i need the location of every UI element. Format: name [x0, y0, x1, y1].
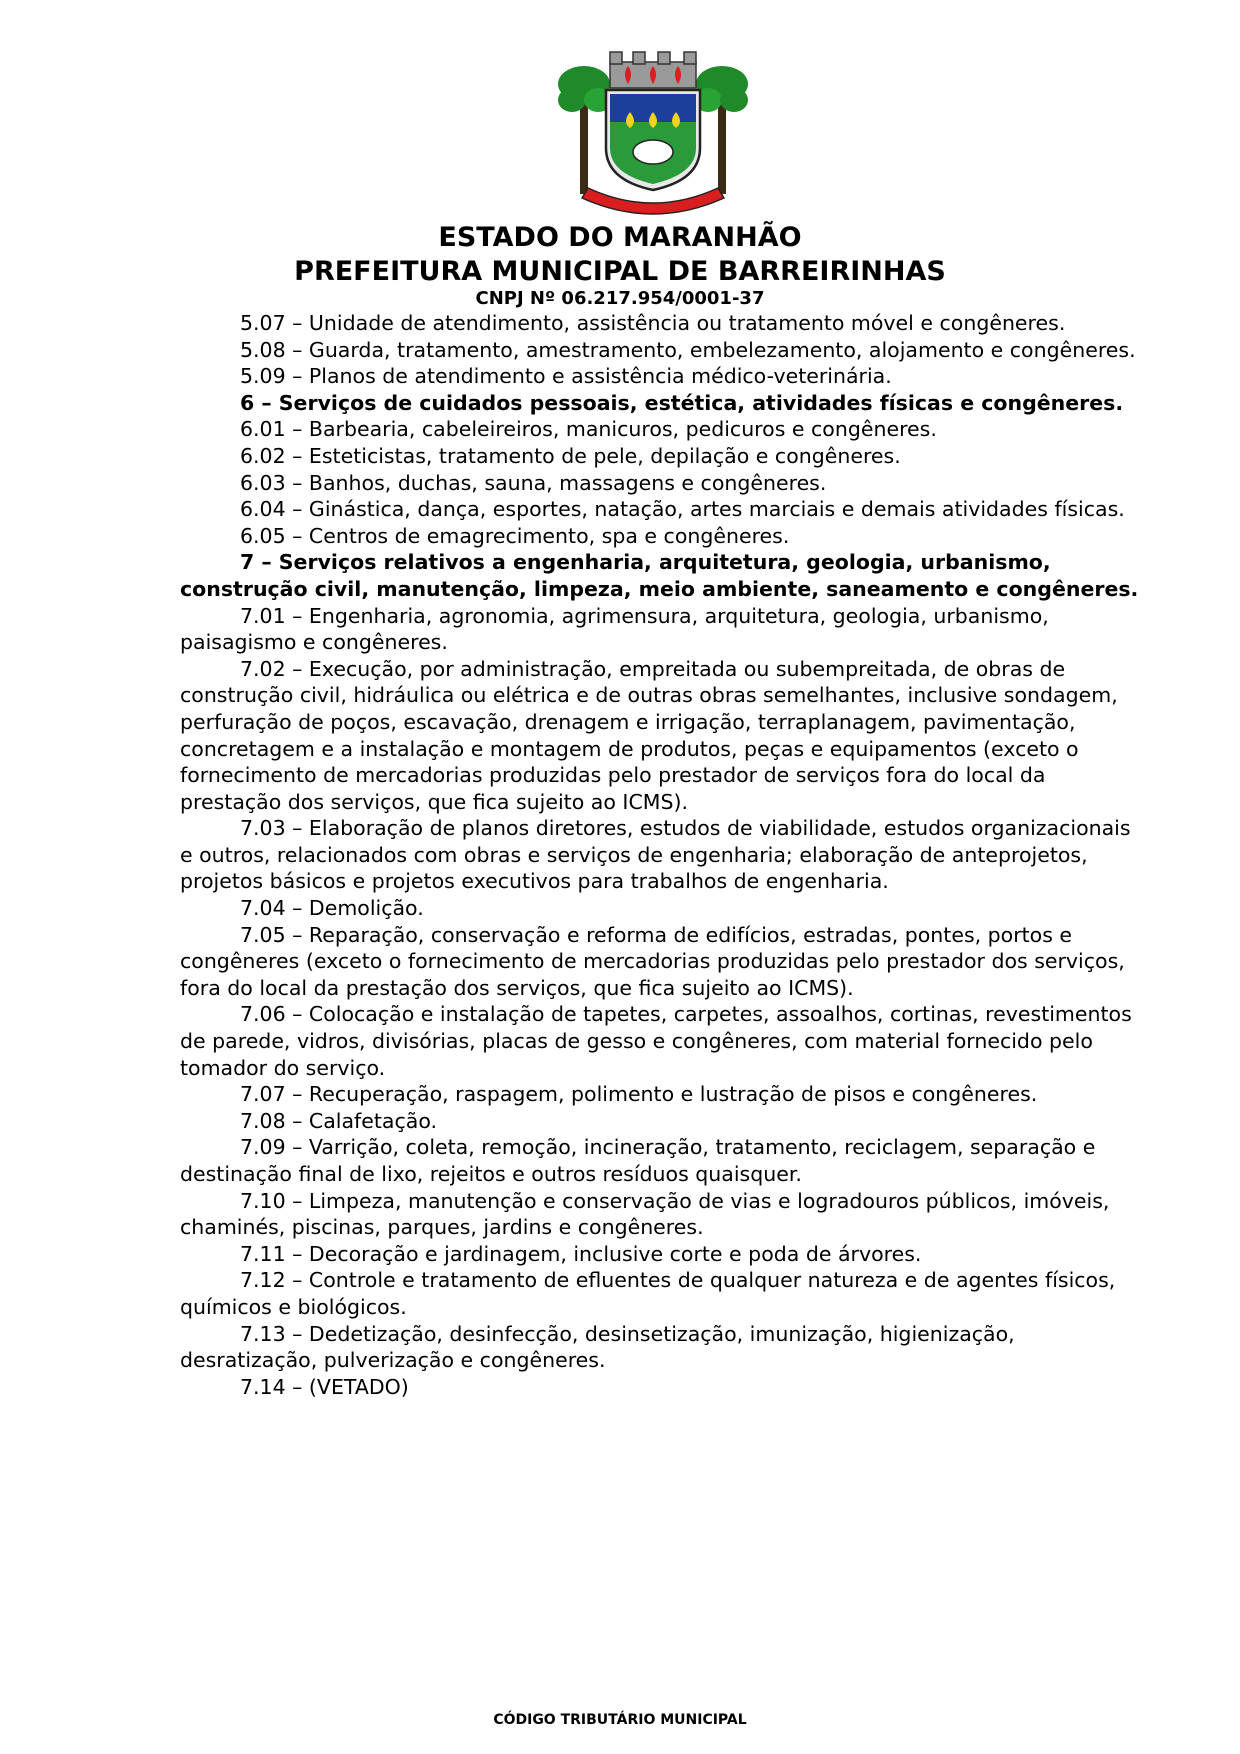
cnpj-line: CNPJ Nº 06.217.954/0001-37	[475, 288, 765, 309]
item-6-03: 6.03 – Banhos, duchas, sauna, massagens e congêneres.	[240, 470, 827, 495]
state-title: ESTADO DO MARANHÃO	[438, 222, 802, 253]
section-7-heading: 7 – Serviços relativos a engenharia, arquitetura, geologia, urbanismo, construção civil, manutenção, limpeza, meio ambiente, saneamento e congêneres.	[180, 550, 1139, 601]
prefeitura-title: PREFEITURA MUNICIPAL DE BARREIRINHAS	[294, 256, 946, 287]
item-7-09: 7.09 – Varrição, coleta, remoção, incineração, tratamento, reciclagem, separação e destinação final de lixo, rejeitos e outros resíduos quaisquer.	[180, 1135, 1096, 1186]
item-7-13: 7.13 – Dedetização, desinfecção, desinsetização, imunização, higienização, desratização, pulverização e congêneres.	[180, 1321, 1015, 1373]
item-7-08: 7.08 – Calafetação.	[240, 1108, 438, 1133]
item-6-01: 6.01 – Barbearia, cabeleireiros, manicuros, pedicuros e congêneres.	[240, 417, 937, 442]
item-5-07: 5.07 – Unidade de atendimento, assistência ou tratamento móvel e congêneres.	[240, 311, 1066, 335]
municipal-coat-of-arms	[558, 44, 748, 216]
item-7-12: 7.12 – Controle e tratamento de efluentes de qualquer natureza e de agentes físicos, químicos e biológicos.	[180, 1268, 1116, 1319]
item-7-14: 7.14 – (VETADO)	[240, 1374, 409, 1399]
item-6-05: 6.05 – Centros de emagrecimento, spa e congêneres.	[240, 523, 790, 548]
document-body	[180, 310, 1140, 1400]
item-5-08: 5.08 – Guarda, tratamento, amestramento, embelezamento, alojamento e congêneres.	[240, 337, 1136, 362]
item-7-11: 7.11 – Decoração e jardinagem, inclusive corte e poda de árvores.	[240, 1241, 922, 1266]
item-7-02: 7.02 – Execução, por administração, empreitada ou subempreitada, de obras de construção civil, hidráulica ou elétrica e de outras obras semelhantes, inclusive sondagem, perfuração de poços, escavação, drenagem e irrigação, terraplanagem, pavimentação, concretagem e a instalação e montagem de produtos, peças e equipamentos (exceto o fornecimento de mercadorias produzidas pelo prestador de serviços fora do local da prestação dos serviços, que fica sujeito ao ICMS).	[180, 656, 1118, 814]
item-7-10: 7.10 – Limpeza, manutenção e conservação de vias e logradouros públicos, imóveis, chaminés, piscinas, parques, jardins e congêneres.	[180, 1188, 1110, 1240]
item-5-09: 5.09 – Planos de atendimento e assistência médico-veterinária.	[240, 364, 892, 389]
item-7-03: 7.03 – Elaboração de planos diretores, estudos de viabilidade, estudos organizacionais e outros, relacionados com obras e serviços de engenharia; elaboração de anteprojetos, projetos básicos e projetos executivos para trabalhos de engenharia.	[180, 816, 1131, 894]
item-7-01: 7.01 – Engenharia, agronomia, agrimensura, arquitetura, geologia, urbanismo, paisagismo e congêneres.	[180, 603, 1049, 655]
item-7-07: 7.07 – Recuperação, raspagem, polimento e lustração de pisos e congêneres.	[240, 1082, 1038, 1107]
item-7-05: 7.05 – Reparação, conservação e reforma de edifícios, estradas, pontes, portos e congêneres (exceto o fornecimento de mercadorias produzidas pelo prestador dos serviços, fora do local da prestação dos serviços, que fica sujeito ao ICMS).	[180, 922, 1125, 1000]
section-6-heading: 6 – Serviços de cuidados pessoais, estética, atividades físicas e congêneres.	[240, 390, 1124, 415]
page-footer: CÓDIGO TRIBUTÁRIO MUNICIPAL	[493, 1712, 747, 1728]
item-7-06: 7.06 – Colocação e instalação de tapetes, carpetes, assoalhos, cortinas, revestimentos de parede, vidros, divisórias, placas de gesso e congêneres, com material fornecido pelo tomador do serviço.	[180, 1002, 1132, 1080]
item-7-04: 7.04 – Demolição.	[240, 896, 424, 921]
item-6-04: 6.04 – Ginástica, dança, esportes, natação, artes marciais e demais atividades físicas.	[240, 497, 1125, 522]
item-6-02: 6.02 – Esteticistas, tratamento de pele, depilação e congêneres.	[240, 443, 901, 468]
